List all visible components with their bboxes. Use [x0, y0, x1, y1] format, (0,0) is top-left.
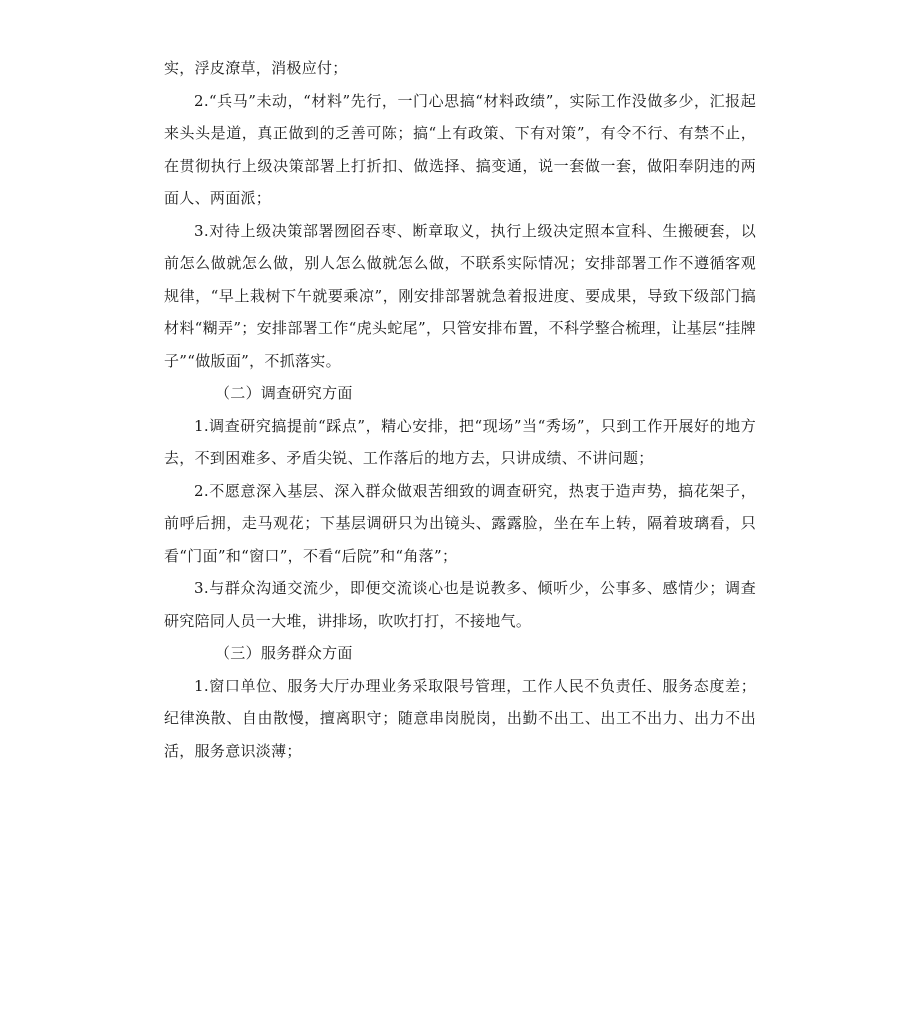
paragraph-service-item-1: 1.窗口单位、服务大厅办理业务采取限号管理，工作人民不负责任、服务态度差；纪律涣散、自由散慢，擅离职守；随意串岗脱岗，出勤不出工、出工不出力、出力不出活，服务意识淡薄； [164, 676, 756, 760]
paragraph-research-item-2: 2.不愿意深入基层、深入群众做艰苦细致的调查研究，热衷于造声势，搞花架子，前呼后拥，走马观花；下基层调研只为出镜头、露露脸，坐在车上转，隔着玻璃看，只看“门面”和“窗口”，不看“后院”和“角落”； [164, 481, 756, 565]
paragraph-research-item-1: 1.调查研究搞提前“踩点”，精心安排，把“现场”当“秀场”，只到工作开展好的地方去，不到困难多、矛盾尖锐、工作落后的地方去，只讲成绩、不讲问题； [164, 416, 756, 467]
paragraph-item-3-decisions: 3.对待上级决策部署囫囵吞枣、断章取义，执行上级决定照本宣科、生搬硬套，以前怎么做就怎么做，别人怎么做就怎么做，不联系实际情况；安排部署工作不遵循客观规律，“早上栽树下午就要乘凉”，刚安排部署就急着报进度、要成果，导致下级部门搞材料“糊弄”；安排部署工作“虎头蛇尾”，只管安排布置，不科学整合梳理，让基层“挂牌子”“做版面”，不抓落实。 [164, 221, 756, 370]
section-heading-service: （三）服务群众方面 [215, 644, 353, 662]
paragraph-item-2-materials: 2.“兵马”未动，“材料”先行，一门心思搞“材料政绩”，实际工作没做多少，汇报起来头头是道，真正做到的乏善可陈；搞“上有政策、下有对策”，有令不行、有禁不止，在贯彻执行上级决策部署上打折扣、做选择、搞变通，说一套做一套，做阳奉阴违的两面人、两面派； [164, 91, 756, 207]
document-body [164, 52, 756, 767]
paragraph-research-item-3: 3.与群众沟通交流少，即便交流谈心也是说教多、倾听少，公事多、感情少；调查研究陪同人员一大堆，讲排场，吹吹打打，不接地气。 [164, 579, 756, 630]
paragraph-continuation: 实，浮皮潦草，消极应付； [164, 59, 348, 77]
section-heading-research: （二）调查研究方面 [215, 384, 353, 402]
